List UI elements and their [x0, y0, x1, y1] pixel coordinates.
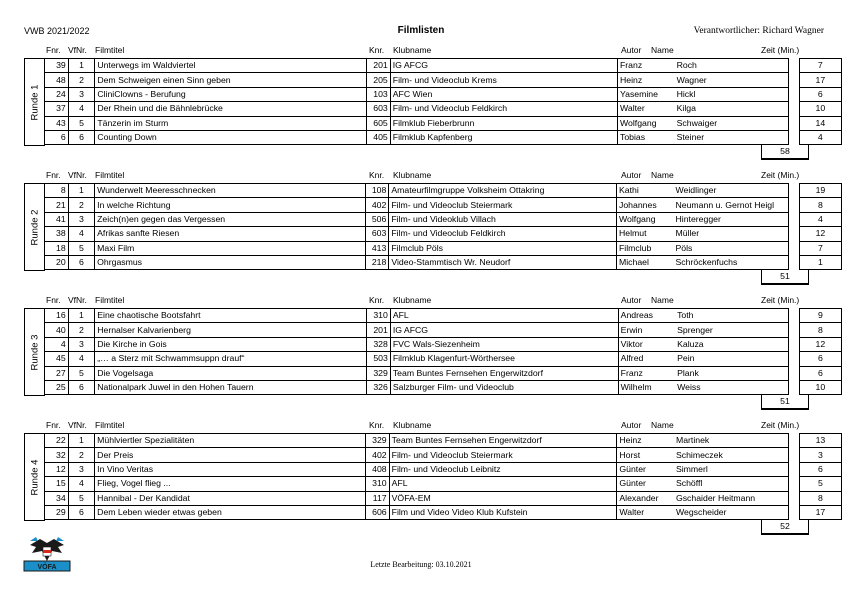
cell-autor: Franz [618, 366, 675, 380]
cell-klub: Film- und Videoclub Feldkirch [390, 102, 617, 116]
column-header-name: Name [651, 170, 674, 180]
column-header-knr: Knr. [369, 170, 385, 180]
round-label [24, 433, 45, 521]
cell-name: Weiss [675, 380, 788, 394]
cell-vfnr: 6 [68, 255, 94, 269]
cell-zeit: 7 [799, 59, 841, 73]
cell-zeit: 5 [799, 477, 841, 491]
round-label [24, 308, 45, 396]
cell-vfnr: 4 [68, 102, 95, 116]
table-row [45, 102, 842, 116]
cell-titel: In welche Richtung [95, 198, 365, 212]
round-label-text: Runde 1 [29, 84, 41, 121]
table-row [45, 255, 842, 269]
table-row [45, 184, 842, 198]
cell-klub: Filmclub Pöls [389, 241, 617, 255]
cell-autor: Wilhelm [618, 380, 675, 394]
cell-fnr: 41 [45, 212, 69, 226]
cell-vfnr: 2 [68, 198, 94, 212]
cell-klub: Film- und Videoclub Krems [390, 73, 617, 87]
column-header-zeit: Zeit (Min.) [761, 295, 800, 305]
cell-autor: Alfred [618, 352, 675, 366]
cell-zeit: 3 [799, 448, 841, 462]
table-row [45, 380, 842, 394]
cell-klub: IG AFCG [390, 323, 618, 337]
cell-klub: AFL [389, 477, 617, 491]
cell-titel: Ohrgasmus [95, 255, 365, 269]
eagle-shield-logo-icon [22, 533, 72, 573]
round-label-text: Runde 3 [29, 334, 41, 371]
cell-autor: Johannes [617, 198, 674, 212]
cell-vfnr: 4 [68, 477, 94, 491]
cell-name: Hickl [675, 87, 789, 101]
cell-name: Weidlinger [674, 184, 789, 198]
table-row [45, 337, 842, 351]
cell-spacer [789, 184, 800, 198]
column-header-zeit: Zeit (Min.) [761, 45, 800, 55]
cell-zeit: 12 [799, 337, 841, 351]
table-row [45, 309, 842, 323]
cell-name: Roch [675, 59, 789, 73]
cell-titel: CliniClowns - Berufung [95, 87, 367, 101]
cell-klub: Film- und Videoklub Villach [389, 212, 617, 226]
table-row [45, 116, 842, 130]
cell-vfnr: 2 [68, 323, 95, 337]
cell-vfnr: 1 [68, 309, 95, 323]
cell-fnr: 29 [45, 505, 69, 519]
logo-text: VÖFA [37, 564, 57, 571]
cell-knr: 605 [366, 116, 390, 130]
cell-spacer [789, 212, 800, 226]
cell-vfnr: 6 [68, 130, 95, 144]
cell-vfnr: 3 [68, 212, 94, 226]
cell-spacer [788, 366, 799, 380]
cell-titel: Mühlviertler Spezialitäten [95, 434, 366, 448]
cell-zeit: 14 [799, 116, 841, 130]
cell-autor: Alexander [617, 491, 674, 505]
cell-klub: Film- und Videoclub Steiermark [389, 198, 617, 212]
cell-klub: Film und Video Video Klub Kufstein [389, 505, 617, 519]
cell-titel: Hernalser Kalvarienberg [95, 323, 367, 337]
cell-titel: Der Rhein und die Bähnlebrücke [95, 102, 367, 116]
cell-vfnr: 1 [68, 434, 94, 448]
table-row [45, 73, 842, 87]
cell-titel: Hannibal - Der Kandidat [95, 491, 366, 505]
cell-vfnr: 2 [68, 73, 95, 87]
cell-klub: Video-Stammtisch Wr. Neudorf [389, 255, 617, 269]
cell-autor: Viktor [618, 337, 675, 351]
cell-name: Kaluza [675, 337, 788, 351]
cell-vfnr: 3 [68, 462, 94, 476]
cell-zeit: 6 [799, 87, 841, 101]
cell-zeit: 6 [799, 462, 841, 476]
column-header-titel: Filmtitel [95, 295, 125, 305]
cell-fnr: 18 [45, 241, 69, 255]
column-header-autor: Autor [621, 420, 642, 430]
table-row [45, 198, 842, 212]
cell-autor: Franz [617, 59, 674, 73]
cell-titel: Eine chaotische Bootsfahrt [95, 309, 367, 323]
cell-name: Schröckenfuchs [674, 255, 789, 269]
cell-name: Martinek [674, 434, 789, 448]
table-row [45, 366, 842, 380]
cell-vfnr: 5 [68, 116, 95, 130]
cell-autor: Günter [617, 462, 674, 476]
round-total: 58 [761, 145, 809, 160]
cell-knr: 606 [365, 505, 389, 519]
cell-name: Wegscheider [674, 505, 789, 519]
column-header-autor: Autor [621, 295, 642, 305]
cell-zeit: 4 [799, 212, 841, 226]
cell-titel: Dem Schweigen einen Sinn geben [95, 73, 367, 87]
column-header-titel: Filmtitel [95, 45, 125, 55]
cell-name: Wagner [675, 73, 789, 87]
cell-titel: Zeich(n)en gegen das Vergessen [95, 212, 365, 226]
cell-autor: Horst [617, 448, 674, 462]
cell-spacer [789, 241, 800, 255]
film-table [44, 308, 842, 395]
cell-fnr: 40 [45, 323, 69, 337]
cell-spacer [788, 323, 799, 337]
cell-spacer [788, 380, 799, 394]
column-header-vfnr: VfNr. [68, 295, 87, 305]
cell-knr: 201 [366, 323, 390, 337]
cell-knr: 506 [365, 212, 389, 226]
column-header-autor: Autor [621, 45, 642, 55]
cell-autor: Wolfgang [617, 116, 674, 130]
cell-zeit: 1 [799, 255, 841, 269]
cell-klub: Salzburger Film- und Videoclub [390, 380, 618, 394]
cell-zeit: 8 [799, 491, 841, 505]
cell-vfnr: 5 [68, 366, 95, 380]
cell-zeit: 12 [799, 227, 841, 241]
cell-fnr: 39 [45, 59, 69, 73]
column-header-fnr: Fnr. [46, 420, 61, 430]
cell-zeit: 6 [799, 366, 841, 380]
cell-titel: Die Vogelsaga [95, 366, 367, 380]
column-header-klub: Klubname [393, 45, 432, 55]
cell-titel: Flieg, Vogel flieg ... [95, 477, 366, 491]
header-left: VWB 2021/2022 [24, 26, 90, 36]
cell-vfnr: 2 [68, 448, 94, 462]
table-row [45, 434, 842, 448]
cell-spacer [788, 491, 799, 505]
column-header-autor: Autor [621, 170, 642, 180]
cell-autor: Heinz [617, 73, 674, 87]
table-row [45, 241, 842, 255]
cell-zeit: 17 [799, 73, 841, 87]
cell-spacer [789, 198, 800, 212]
cell-knr: 413 [365, 241, 389, 255]
cell-name: Neumann u. Gernot Heigl [674, 198, 789, 212]
cell-spacer [788, 462, 799, 476]
cell-titel: Nationalpark Juwel in den Hohen Tauern [95, 380, 367, 394]
cell-fnr: 32 [45, 448, 69, 462]
cell-zeit: 17 [799, 505, 841, 519]
cell-knr: 310 [366, 309, 390, 323]
cell-titel: Wunderwelt Meeresschnecken [95, 184, 365, 198]
cell-titel: Dem Leben wieder etwas geben [95, 505, 366, 519]
cell-fnr: 43 [45, 116, 69, 130]
cell-vfnr: 1 [68, 59, 95, 73]
cell-spacer [788, 352, 799, 366]
cell-knr: 108 [365, 184, 389, 198]
cell-knr: 603 [366, 102, 390, 116]
cell-klub: IG AFCG [390, 59, 617, 73]
cell-zeit: 6 [799, 352, 841, 366]
column-header-titel: Filmtitel [95, 170, 125, 180]
film-table [44, 58, 842, 145]
cell-knr: 310 [365, 477, 389, 491]
cell-spacer [788, 73, 799, 87]
cell-zeit: 19 [799, 184, 841, 198]
column-header-knr: Knr. [369, 295, 385, 305]
last-edit-footer: Letzte Bearbeitung: 03.10.2021 [370, 560, 472, 569]
cell-fnr: 4 [45, 337, 69, 351]
cell-titel: In Vino Veritas [95, 462, 366, 476]
cell-name: Pöls [674, 241, 789, 255]
column-header-vfnr: VfNr. [68, 45, 87, 55]
cell-zeit: 8 [799, 198, 841, 212]
cell-autor: Yasemine [617, 87, 674, 101]
cell-vfnr: 5 [68, 491, 94, 505]
cell-knr: 402 [365, 198, 389, 212]
cell-zeit: 13 [799, 434, 841, 448]
cell-fnr: 20 [45, 255, 69, 269]
table-row [45, 130, 842, 144]
cell-autor: Wolfgang [617, 212, 674, 226]
cell-klub: AFC Wien [390, 87, 617, 101]
cell-name: Schwaiger [675, 116, 789, 130]
cell-klub: VÖFA-EM [389, 491, 617, 505]
cell-spacer [788, 116, 799, 130]
cell-autor: Heinz [617, 434, 674, 448]
table-row [45, 491, 842, 505]
cell-titel: Counting Down [95, 130, 367, 144]
table-row [45, 87, 842, 101]
table-row [45, 323, 842, 337]
cell-fnr: 34 [45, 491, 69, 505]
cell-titel: Unterwegs im Waldviertel [95, 59, 367, 73]
cell-name: Pein [675, 352, 788, 366]
cell-knr: 328 [366, 337, 390, 351]
cell-fnr: 27 [45, 366, 69, 380]
table-row [45, 59, 842, 73]
cell-klub: FVC Wals-Siezenheim [390, 337, 618, 351]
cell-titel: Der Preis [95, 448, 366, 462]
cell-klub: Team Buntes Fernsehen Engerwitzdorf [389, 434, 617, 448]
cell-fnr: 24 [45, 87, 69, 101]
cell-fnr: 6 [45, 130, 69, 144]
cell-name: Sprenger [675, 323, 788, 337]
column-header-knr: Knr. [369, 45, 385, 55]
column-header-fnr: Fnr. [46, 295, 61, 305]
round-label-text: Runde 2 [29, 209, 41, 246]
cell-klub: Film- und Videoclub Steiermark [389, 448, 617, 462]
round-label [24, 183, 45, 271]
table-row [45, 505, 842, 519]
cell-titel: Afrikas sanfte Riesen [95, 227, 365, 241]
column-header-titel: Filmtitel [95, 420, 125, 430]
cell-autor: Andreas [618, 309, 675, 323]
cell-zeit: 7 [799, 241, 841, 255]
cell-vfnr: 6 [68, 505, 94, 519]
cell-autor: Erwin [618, 323, 675, 337]
table-row [45, 212, 842, 226]
cell-name: Hinteregger [674, 212, 789, 226]
cell-fnr: 45 [45, 352, 69, 366]
cell-knr: 103 [366, 87, 390, 101]
cell-klub: Filmklub Kapfenberg [390, 130, 617, 144]
cell-autor: Filmclub [617, 241, 674, 255]
cell-fnr: 25 [45, 380, 69, 394]
cell-name: Kilga [675, 102, 789, 116]
cell-spacer [789, 227, 800, 241]
column-header-name: Name [651, 295, 674, 305]
cell-name: Simmerl [674, 462, 789, 476]
page-title: Filmlisten [397, 25, 445, 36]
table-row [45, 477, 842, 491]
cell-spacer [788, 505, 799, 519]
cell-name: Gschaider Heitmann [674, 491, 789, 505]
cell-spacer [788, 87, 799, 101]
cell-fnr: 38 [45, 227, 69, 241]
cell-spacer [789, 255, 800, 269]
cell-fnr: 21 [45, 198, 69, 212]
table-row [45, 352, 842, 366]
cell-fnr: 8 [45, 184, 69, 198]
cell-vfnr: 1 [68, 184, 94, 198]
round-total: 51 [761, 270, 809, 285]
cell-spacer [788, 309, 799, 323]
cell-knr: 201 [366, 59, 390, 73]
film-table [44, 433, 842, 520]
cell-vfnr: 3 [68, 87, 95, 101]
cell-zeit: 10 [799, 102, 841, 116]
cell-autor: Günter [617, 477, 674, 491]
cell-fnr: 15 [45, 477, 69, 491]
cell-autor: Helmut [617, 227, 674, 241]
cell-name: Schöffl [674, 477, 789, 491]
cell-klub: Filmklub Fieberbrunn [390, 116, 617, 130]
cell-spacer [788, 477, 799, 491]
column-header-name: Name [651, 45, 674, 55]
cell-autor: Walter [617, 505, 674, 519]
table-row [45, 462, 842, 476]
cell-zeit: 9 [799, 309, 841, 323]
cell-fnr: 16 [45, 309, 69, 323]
table-row [45, 448, 842, 462]
cell-vfnr: 4 [68, 227, 94, 241]
header-responsible: Verantwortlicher: Richard Wagner [693, 26, 824, 36]
cell-vfnr: 3 [68, 337, 95, 351]
cell-fnr: 37 [45, 102, 69, 116]
cell-spacer [788, 102, 799, 116]
cell-autor: Walter [617, 102, 674, 116]
cell-name: Steiner [675, 130, 789, 144]
cell-knr: 503 [366, 352, 390, 366]
cell-spacer [788, 59, 799, 73]
cell-autor: Tobias [617, 130, 674, 144]
cell-knr: 329 [366, 366, 390, 380]
cell-titel: Tänzerin im Sturm [95, 116, 367, 130]
cell-klub: Filmklub Klagenfurt-Wörthersee [390, 352, 618, 366]
cell-autor: Michael [617, 255, 674, 269]
column-header-zeit: Zeit (Min.) [761, 420, 800, 430]
cell-spacer [788, 130, 799, 144]
round-total: 52 [761, 520, 809, 535]
cell-klub: Film- und Videoclub Feldkirch [389, 227, 617, 241]
cell-zeit: 8 [799, 323, 841, 337]
cell-name: Schimeczek [674, 448, 789, 462]
column-header-klub: Klubname [393, 170, 432, 180]
column-header-name: Name [651, 420, 674, 430]
cell-spacer [788, 434, 799, 448]
table-row [45, 227, 842, 241]
cell-knr: 402 [365, 448, 389, 462]
cell-klub: AFL [390, 309, 618, 323]
cell-autor: Kathi [617, 184, 674, 198]
column-header-klub: Klubname [393, 295, 432, 305]
cell-zeit: 4 [799, 130, 841, 144]
cell-spacer [788, 448, 799, 462]
cell-vfnr: 4 [68, 352, 95, 366]
cell-knr: 326 [366, 380, 390, 394]
cell-name: Plank [675, 366, 788, 380]
cell-knr: 218 [365, 255, 389, 269]
cell-titel: Maxi Film [95, 241, 365, 255]
cell-fnr: 22 [45, 434, 69, 448]
cell-name: Müller [674, 227, 789, 241]
column-header-fnr: Fnr. [46, 45, 61, 55]
column-header-vfnr: VfNr. [68, 420, 87, 430]
cell-titel: Die Kirche in Gois [95, 337, 367, 351]
column-header-vfnr: VfNr. [68, 170, 87, 180]
round-total: 51 [761, 395, 809, 410]
column-header-zeit: Zeit (Min.) [761, 170, 800, 180]
cell-vfnr: 5 [68, 241, 94, 255]
cell-knr: 329 [365, 434, 389, 448]
cell-knr: 408 [365, 462, 389, 476]
cell-knr: 117 [365, 491, 389, 505]
column-header-knr: Knr. [369, 420, 385, 430]
cell-klub: Team Buntes Fernsehen Engerwitzdorf [390, 366, 618, 380]
cell-fnr: 48 [45, 73, 69, 87]
cell-klub: Film- und Videoclub Leibnitz [389, 462, 617, 476]
cell-vfnr: 6 [68, 380, 95, 394]
cell-name: Toth [675, 309, 788, 323]
round-label [24, 58, 45, 146]
cell-knr: 405 [366, 130, 390, 144]
cell-fnr: 12 [45, 462, 69, 476]
column-header-fnr: Fnr. [46, 170, 61, 180]
cell-zeit: 10 [799, 380, 841, 394]
cell-spacer [788, 337, 799, 351]
cell-knr: 603 [365, 227, 389, 241]
cell-klub: Amateurfilmgruppe Volksheim Ottakring [389, 184, 617, 198]
cell-knr: 205 [366, 73, 390, 87]
round-label-text: Runde 4 [29, 459, 41, 496]
cell-titel: „… a Sterz mit Schwammsuppn drauf“ [95, 352, 367, 366]
film-table [44, 183, 842, 270]
column-header-klub: Klubname [393, 420, 432, 430]
